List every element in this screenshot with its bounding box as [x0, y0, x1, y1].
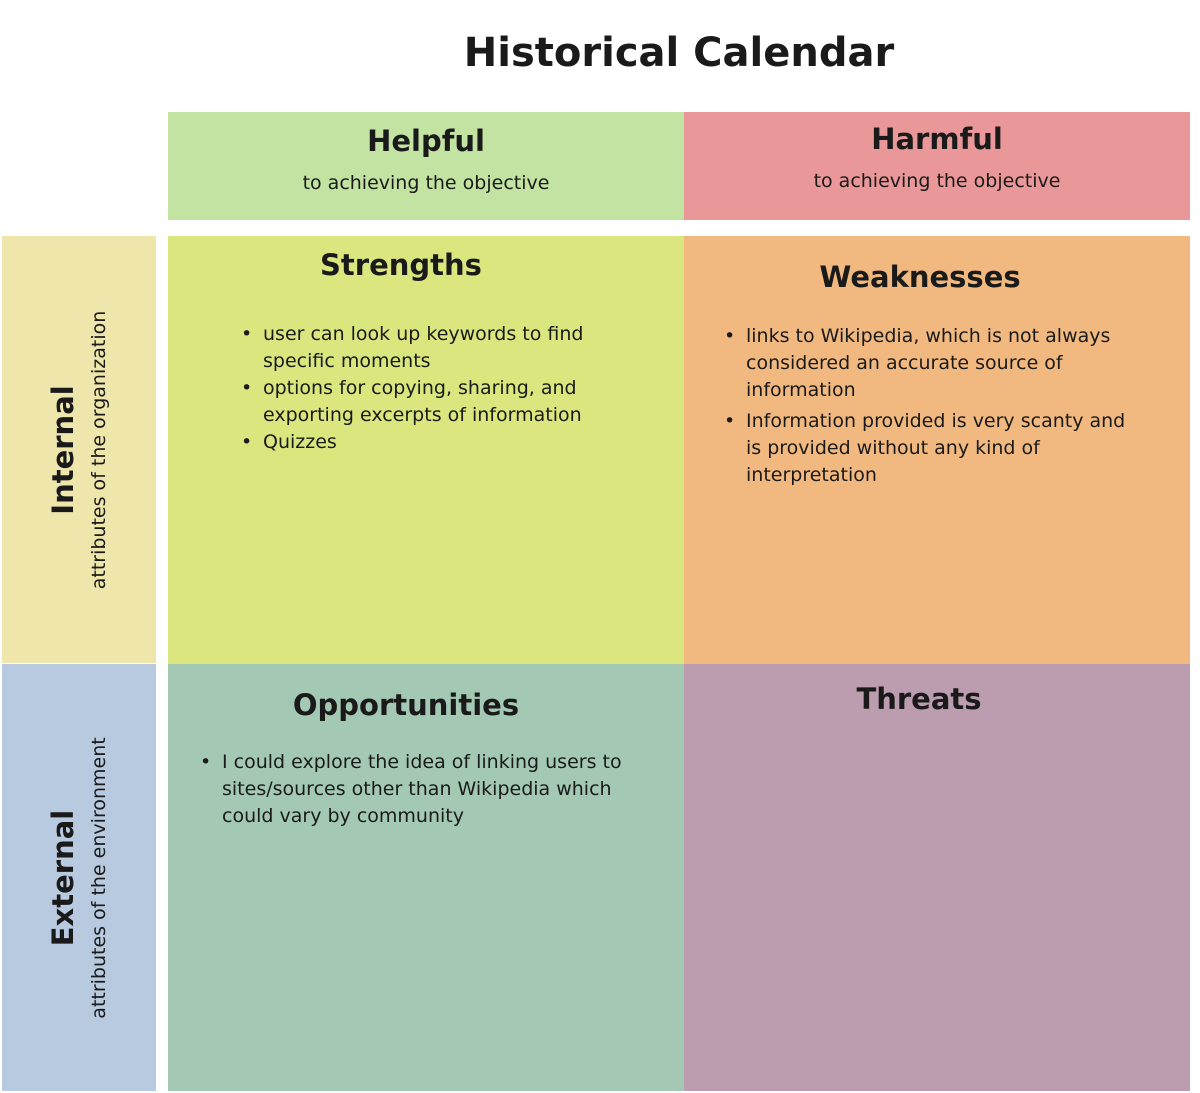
list-item: • options for copying, sharing, and exporting excerpts of information	[241, 375, 641, 429]
list-item: • I could explore the idea of linking users to sites/sources other than Wikipedia which could vary by community	[200, 749, 640, 830]
opportunities-list	[200, 749, 640, 830]
threats-title: Threats	[856, 682, 982, 716]
weaknesses-list	[724, 323, 1134, 489]
weaknesses-title: Weaknesses	[819, 260, 1021, 294]
strengths-quadrant	[168, 236, 684, 664]
internal-row-header	[2, 236, 156, 663]
helpful-column-header	[168, 112, 684, 220]
strengths-list	[241, 321, 641, 456]
harmful-sublabel: to achieving the objective	[813, 170, 1061, 192]
opportunities-title: Opportunities	[292, 688, 520, 722]
harmful-column-header	[684, 112, 1190, 220]
helpful-sublabel: to achieving the objective	[302, 172, 550, 194]
strengths-title: Strengths	[320, 248, 482, 282]
harmful-label: Harmful	[871, 122, 1003, 156]
external-sublabel: attributes of the environment	[88, 736, 110, 1019]
list-item: • links to Wikipedia, which is not always considered an accurate source of information	[724, 323, 1134, 404]
external-label: External	[46, 809, 80, 946]
threats-quadrant	[684, 664, 1190, 1091]
list-item: • user can look up keywords to find specific moments	[241, 321, 641, 375]
list-item: • Information provided is very scanty and is provided without any kind of interpretation	[724, 408, 1134, 489]
opportunities-quadrant	[168, 664, 684, 1091]
weaknesses-quadrant	[684, 236, 1190, 664]
internal-label: Internal	[46, 384, 80, 515]
internal-sublabel: attributes of the organization	[88, 310, 110, 589]
diagram-title: Historical Calendar	[463, 30, 895, 76]
external-row-header	[2, 664, 156, 1091]
helpful-label: Helpful	[367, 124, 485, 158]
list-item: • Quizzes	[241, 429, 641, 456]
